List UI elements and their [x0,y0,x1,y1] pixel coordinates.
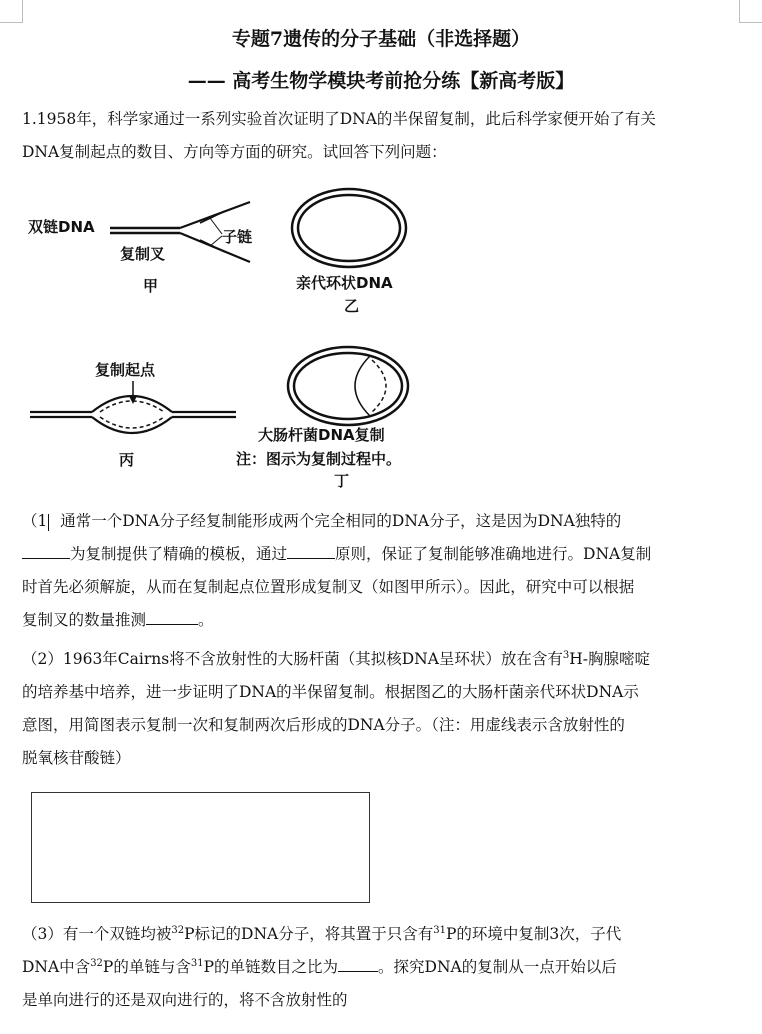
part-1-line-1: 通常一个DNA分子经复制能形成两个完全相同的DNA分子，这是因为DNA独特的 [60,512,622,530]
outer-ring [288,347,408,425]
text-cursor [48,514,49,531]
caption-jia: 甲 [143,277,159,295]
part-3-line-1c: P的环境中复制3次，子代 [445,925,622,943]
superscript-32: 32 [171,924,185,936]
label-replication-fork: 复制叉 [120,245,166,263]
question-1-part-1 [22,505,744,637]
replication-arc [355,356,370,416]
caption-yi: 乙 [344,297,360,315]
superscript-31: 31 [190,957,204,969]
part-1-number: （1 [22,512,48,530]
answer-blank-3[interactable] [146,606,198,625]
superscript-31: 31 [433,924,446,936]
label-daughter-strand: 子链 [222,228,253,246]
drawing-answer-box[interactable] [31,792,370,903]
part-3-line-2b: P的单链与含 [102,958,191,976]
figure-jia-replication-fork [28,202,252,295]
part-3-line-2c: P的单链数目之比为 [203,958,339,976]
part-1-line-4a: 复制叉的数量推测 [22,611,147,629]
page-subtitle: —— 高考生物学模块考前抢分练【新高考版】 [187,70,575,92]
label-ecoli-dna-replication: 大肠杆菌DNA复制 [258,426,385,444]
label-parent-circular-dna: 亲代环状DNA [296,274,393,292]
part-1-line-3: 时首先必须解旋，从而在复制起点位置形成复制叉（如图甲所示）。因此，研究中可以根据 [22,578,635,596]
answer-blank-4[interactable] [338,953,378,972]
intro-line-1: 1.1958年，科学家通过一系列实验首次证明了DNA的半保留复制，此后科学家便开始了有关 [22,110,656,128]
intro-line-2: DNA复制起点的数目、方向等方面的研究。试回答下列问题： [22,143,447,161]
question-1-part-2 [22,643,744,775]
outer-ring [292,189,406,267]
label-replication-origin: 复制起点 [95,361,156,379]
answer-blank-2[interactable] [287,540,335,559]
inner-ring [298,195,400,261]
replication-dashed-arc [372,360,386,412]
dna-replication-figure [0,0,762,500]
part-1-line-4b: 。 [198,611,214,629]
page-title: 专题7遗传的分子基础（非选择题） [231,28,531,50]
part-3-line-2d: 。探究DNA的复制从一点开始以后 [378,958,617,976]
part-3-line-1a: （3）有一个双链均被 [22,925,172,943]
part-3-line-1b: P标记的DNA分子，将其置于只含有 [184,925,434,943]
pointer-line [210,236,222,246]
superscript-3: 3 [562,649,570,661]
superscript-32: 32 [90,957,103,969]
part-3-line-2a: DNA中含 [22,958,91,976]
caption-ding: 丁 [334,472,350,490]
answer-blank-1[interactable] [22,540,70,559]
part-2-line-2: 的培养基中培养，进一步证明了DNA的半保留复制。根据图乙的大肠杆菌亲代环状DNA示 [22,683,639,701]
pointer-line [210,218,222,234]
figure-bing-replication-bubble [30,361,236,469]
bubble-upper-daughter [100,401,164,412]
part-1-line-2b: 原则，保证了复制能够准确地进行。DNA复制 [335,545,652,563]
figure-yi-circular-dna [292,189,406,315]
part-2-line-1b: H-胸腺嘧啶 [569,650,651,668]
figure-ding-ecoli-replication [236,347,408,490]
figure-note: 注：图示为复制过程中。 [236,450,402,468]
caption-bing: 丙 [119,451,135,469]
part-2-line-3: 意图，用简图表示复制一次和复制两次后形成的DNA分子。（注：用虚线表示含放射性的 [22,716,625,734]
part-2-line-4: 脱氧核苷酸链） [22,749,131,767]
label-double-strand-dna: 双链DNA [28,218,95,236]
part-1-line-2a: 为复制提供了精确的模板，通过 [70,545,288,563]
part-2-line-1a: （2）1963年Cairns将不含放射性的大肠杆菌（其拟核DNA呈环状）放在含有 [22,650,563,668]
bubble-lower-daughter [100,417,164,428]
part-3-line-3: 是单向进行的还是双向进行的，将不含放射性的 [22,991,348,1009]
question-1-part-3 [22,918,744,1017]
